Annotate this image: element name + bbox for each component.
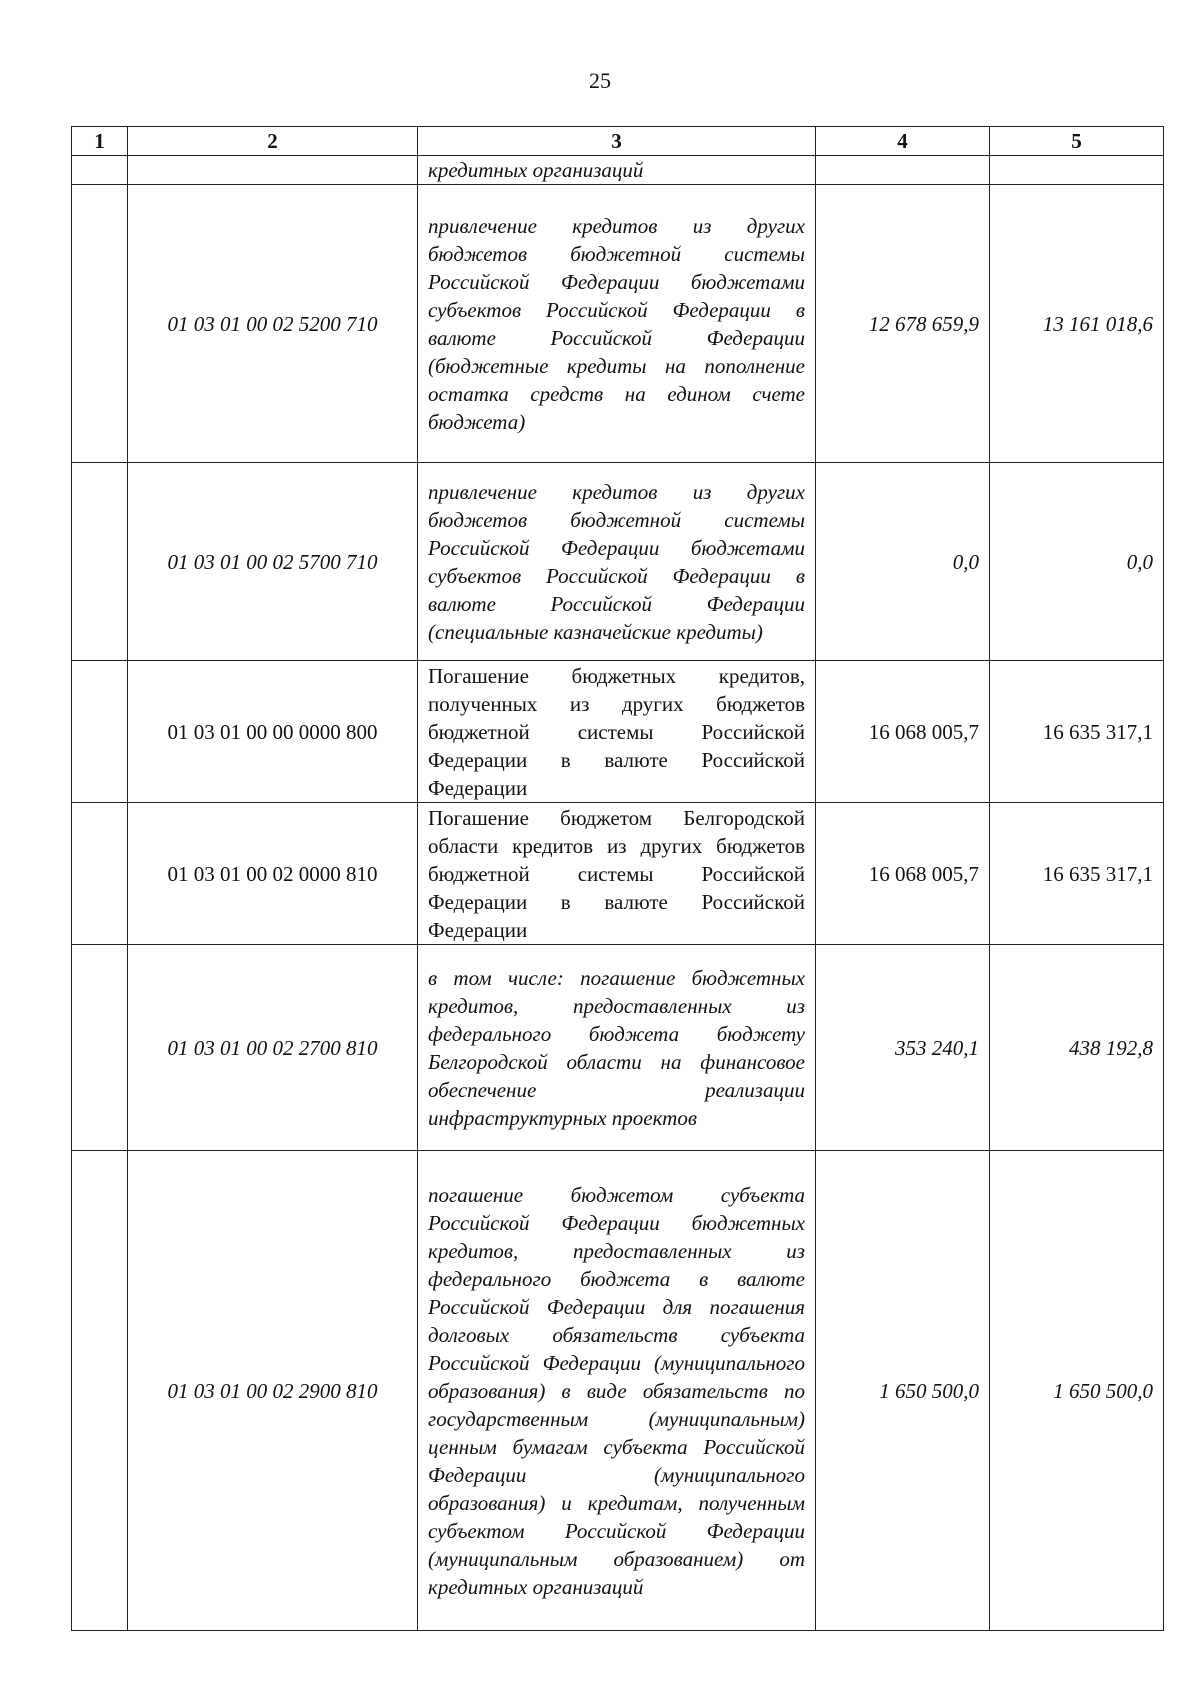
row-index-cell [72, 1151, 128, 1631]
row-index-cell [72, 803, 128, 945]
table-row [72, 156, 1164, 185]
header-col-3: 3 [418, 127, 816, 156]
value-col-4-cell: 16 068 005,7 [816, 661, 990, 803]
value-col-5-cell: 16 635 317,1 [990, 803, 1164, 945]
row-index-cell [72, 185, 128, 463]
budget-code-cell: 01 03 01 00 00 0000 800 [128, 661, 418, 803]
table-row [72, 945, 1164, 1151]
value-col-4-cell: 12 678 659,9 [816, 185, 990, 463]
value-col-5-cell: 1 650 500,0 [990, 1151, 1164, 1631]
header-col-5: 5 [990, 127, 1164, 156]
description-cell: в том числе: погашение бюджетных кредитов, предоставленных из федерального бюджета бюджету Белгородской области на финансовое обеспечение реализации инфраструктурных проектов [418, 945, 816, 1151]
value-col-4-cell: 1 650 500,0 [816, 1151, 990, 1631]
budget-code-cell: 01 03 01 00 02 0000 810 [128, 803, 418, 945]
table-row [72, 803, 1164, 945]
table-body [72, 156, 1164, 1631]
header-col-1: 1 [72, 127, 128, 156]
row-index-cell [72, 156, 128, 185]
value-col-4-cell: 353 240,1 [816, 945, 990, 1151]
value-col-5-cell: 438 192,8 [990, 945, 1164, 1151]
table-row [72, 463, 1164, 661]
budget-code-cell: 01 03 01 00 02 5200 710 [128, 185, 418, 463]
budget-code-cell: 01 03 01 00 02 2900 810 [128, 1151, 418, 1631]
value-col-5-cell [990, 156, 1164, 185]
budget-code-cell [128, 156, 418, 185]
budget-table [71, 126, 1164, 1631]
value-col-5-cell: 13 161 018,6 [990, 185, 1164, 463]
row-index-cell [72, 945, 128, 1151]
description-cell: Погашение бюджетом Белгородской области кредитов из других бюджетов бюджетной системы Российской Федерации в валюте Российской Федерации [418, 803, 816, 945]
row-index-cell [72, 463, 128, 661]
header-row [72, 127, 1164, 156]
page-number: 25 [589, 68, 611, 93]
table-row [72, 1151, 1164, 1631]
header-col-2: 2 [128, 127, 418, 156]
value-col-4-cell: 16 068 005,7 [816, 803, 990, 945]
description-cell: привлечение кредитов из других бюджетов бюджетной системы Российской Федерации бюджетами субъектов Российской Федерации в валюте Российской Федерации (бюджетные кредиты на пополнение остатка средств на едином счете бюджета) [418, 185, 816, 463]
description-cell: Погашение бюджетных кредитов, полученных из других бюджетов бюджетной системы Российской Федерации в валюте Российской Федерации [418, 661, 816, 803]
table-row [72, 661, 1164, 803]
value-col-4-cell [816, 156, 990, 185]
table-row [72, 185, 1164, 463]
description-cell: кредитных организаций [418, 156, 816, 185]
budget-code-cell: 01 03 01 00 02 2700 810 [128, 945, 418, 1151]
value-col-5-cell: 16 635 317,1 [990, 661, 1164, 803]
header-col-4: 4 [816, 127, 990, 156]
value-col-5-cell: 0,0 [990, 463, 1164, 661]
table-header [72, 127, 1164, 156]
row-index-cell [72, 661, 128, 803]
description-cell: погашение бюджетом субъекта Российской Федерации бюджетных кредитов, предоставленных из федерального бюджета в валюте Российской Федерации для погашения долговых обязательств субъекта Российской Федерации (муниципального образования) в виде обязательств по государственным (муниципальным) ценным бумагам субъекта Российской Федерации (муниципального образования) и кредитам, полученным субъектом Российской Федерации (муниципальным образованием) от кредитных организаций [418, 1151, 816, 1631]
budget-code-cell: 01 03 01 00 02 5700 710 [128, 463, 418, 661]
description-cell: привлечение кредитов из других бюджетов бюджетной системы Российской Федерации бюджетами субъектов Российской Федерации в валюте Российской Федерации (специальные казначейские кредиты) [418, 463, 816, 661]
value-col-4-cell: 0,0 [816, 463, 990, 661]
